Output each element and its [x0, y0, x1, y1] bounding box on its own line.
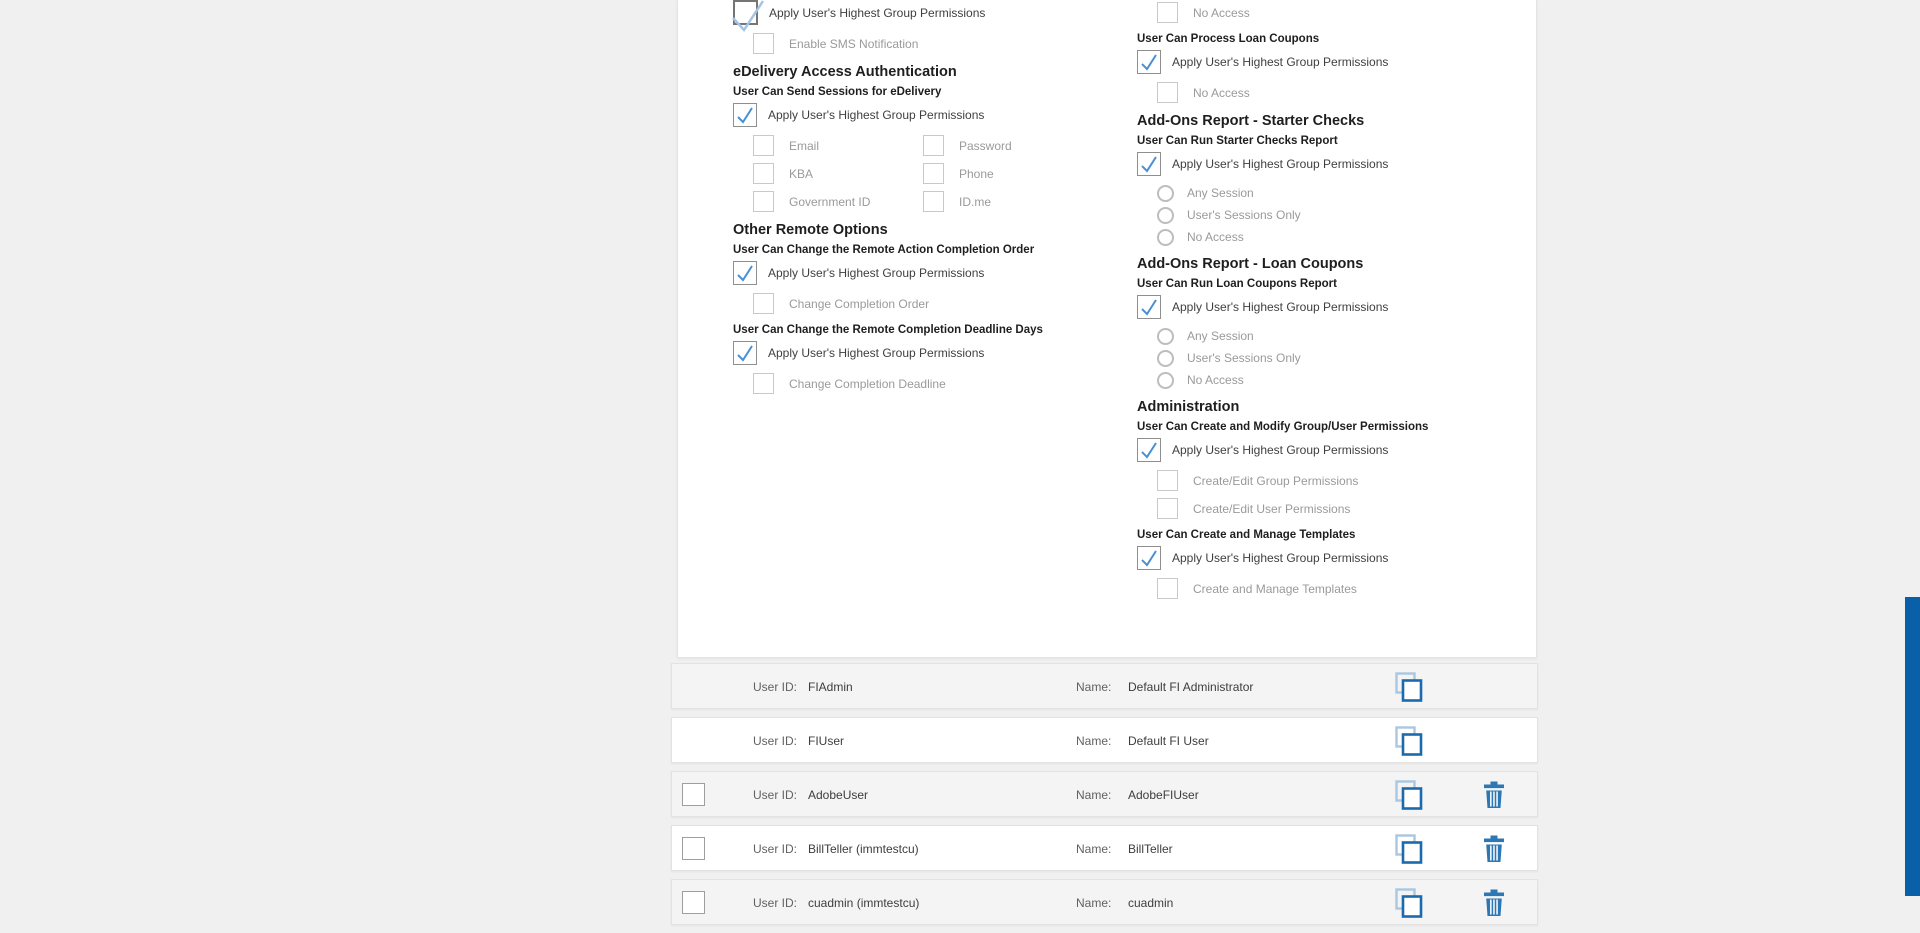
- copy-icon: [1395, 834, 1423, 864]
- change-completion-deadline-checkbox[interactable]: [753, 373, 774, 394]
- user-id-label: User ID:: [753, 842, 798, 856]
- name-value: BillTeller: [1128, 842, 1173, 856]
- apply-highest-group-checkbox[interactable]: [1137, 438, 1161, 462]
- checkbox-label: Apply User's Highest Group Permissions: [1172, 551, 1389, 565]
- row-select-checkbox[interactable]: [682, 783, 705, 806]
- name-value: cuadmin: [1128, 896, 1174, 910]
- option-row: [753, 191, 923, 212]
- permissions-right-column: [1137, 2, 1532, 606]
- radio-row: [1157, 349, 1532, 367]
- no-access-checkbox[interactable]: [1157, 2, 1178, 23]
- copy-user-button[interactable]: [1393, 780, 1425, 812]
- checkbox-label: Enable SMS Notification: [789, 36, 919, 51]
- phone-checkbox[interactable]: [923, 163, 944, 184]
- permission-subheading: User Can Create and Manage Templates: [1137, 529, 1356, 541]
- copy-icon: [1395, 888, 1423, 918]
- radio-row: [1157, 371, 1532, 389]
- checkbox-label: Apply User's Highest Group Permissions: [769, 5, 986, 20]
- users-sessions-only-radio[interactable]: [1157, 207, 1174, 224]
- user-id-value: cuadmin (immtestcu): [808, 896, 920, 910]
- radio-label: User's Sessions Only: [1187, 351, 1301, 365]
- user-row: [671, 771, 1538, 817]
- checkbox-label: Change Completion Deadline: [789, 376, 946, 391]
- apply-permission-row: [1137, 546, 1532, 570]
- user-id-label: User ID:: [753, 896, 798, 910]
- password-checkbox[interactable]: [923, 135, 944, 156]
- checkbox-label: Password: [959, 138, 1012, 153]
- apply-permission-row: [1137, 438, 1532, 462]
- permission-subheading: User Can Change the Remote Completion Deadline Days: [733, 324, 1043, 336]
- trash-icon: [1482, 835, 1506, 863]
- copy-icon: [1395, 672, 1423, 702]
- checkbox-label: No Access: [1193, 5, 1250, 20]
- radio-label: Any Session: [1187, 329, 1254, 343]
- user-id-label: User ID:: [753, 788, 798, 802]
- checkmark-icon: [1138, 439, 1160, 461]
- radio-row: [1157, 228, 1532, 246]
- permissions-left-column: [733, 0, 1128, 401]
- child-permission-row: [753, 373, 1128, 394]
- section-heading: Add-Ons Report - Starter Checks: [1137, 113, 1365, 129]
- radio-row: [1157, 327, 1532, 345]
- checkmark-icon: [734, 342, 756, 364]
- copy-user-button[interactable]: [1393, 834, 1425, 866]
- checkmark-icon: [1138, 51, 1160, 73]
- checkbox-label: Create/Edit Group Permissions: [1193, 473, 1359, 488]
- name-value: Default FI Administrator: [1128, 680, 1254, 694]
- copy-icon: [1395, 726, 1423, 756]
- permission-subheading: User Can Process Loan Coupons: [1137, 33, 1320, 45]
- checkmark-icon: [734, 262, 756, 284]
- delete-user-button[interactable]: [1478, 888, 1510, 920]
- apply-highest-group-checkbox[interactable]: [1137, 546, 1161, 570]
- checkbox-label: Apply User's Highest Group Permissions: [1172, 157, 1389, 171]
- no-access-radio[interactable]: [1157, 229, 1174, 246]
- checkbox-label: Government ID: [789, 194, 871, 209]
- option-row: [753, 135, 923, 156]
- radio-label: Any Session: [1187, 186, 1254, 200]
- section-heading: Add-Ons Report - Loan Coupons: [1137, 256, 1364, 272]
- row-select-checkbox[interactable]: [682, 837, 705, 860]
- child-permission-row: [753, 33, 1128, 54]
- copy-user-button[interactable]: [1393, 726, 1425, 758]
- checkbox-label: Apply User's Highest Group Permissions: [1172, 443, 1389, 457]
- change-completion-order-checkbox[interactable]: [753, 293, 774, 314]
- checkbox-label: Apply User's Highest Group Permissions: [768, 266, 985, 280]
- trash-icon: [1482, 781, 1506, 809]
- apply-permission-row: [733, 341, 1128, 365]
- user-id-value: BillTeller (immtestcu): [808, 842, 919, 856]
- option-row: [923, 163, 1128, 184]
- child-permission-row: [1157, 578, 1532, 599]
- radio-label: No Access: [1187, 373, 1244, 387]
- email-checkbox[interactable]: [753, 135, 774, 156]
- trash-icon: [1482, 889, 1506, 917]
- checkbox-label: No Access: [1193, 85, 1250, 100]
- apply-highest-group-checkbox[interactable]: [1137, 295, 1161, 319]
- permission-subheading: User Can Create and Modify Group/User Permissions: [1137, 421, 1429, 433]
- user-row: [671, 879, 1538, 925]
- radio-row: [1157, 184, 1532, 202]
- delete-user-button[interactable]: [1478, 834, 1510, 866]
- apply-permission-row: [1137, 152, 1532, 176]
- permission-subheading: User Can Change the Remote Action Completion Order: [733, 244, 1035, 256]
- any-session-radio[interactable]: [1157, 185, 1174, 202]
- delete-user-button[interactable]: [1478, 780, 1510, 812]
- checkmark-icon: [1138, 296, 1160, 318]
- user-row: [671, 717, 1538, 763]
- apply-highest-group-checkbox[interactable]: [733, 341, 757, 365]
- create-and-manage-templates-checkbox[interactable]: [1157, 578, 1178, 599]
- option-row: [753, 163, 923, 184]
- copy-icon: [1395, 780, 1423, 810]
- checkbox-label: KBA: [789, 166, 814, 181]
- child-permission-row: [1157, 2, 1532, 23]
- apply-highest-group-checkbox[interactable]: [733, 261, 757, 285]
- radio-row: [1157, 206, 1532, 224]
- checkbox-label: Apply User's Highest Group Permissions: [1172, 300, 1389, 314]
- checkbox-label: Apply User's Highest Group Permissions: [1172, 55, 1389, 69]
- name-label: Name:: [1076, 842, 1112, 856]
- scrollbar-thumb[interactable]: [1905, 597, 1920, 896]
- name-label: Name:: [1076, 788, 1112, 802]
- name-label: Name:: [1076, 896, 1112, 910]
- checkbox-label: Change Completion Order: [789, 296, 930, 311]
- name-value: Default FI User: [1128, 734, 1209, 748]
- user-id-label: User ID:: [753, 680, 798, 694]
- kba-checkbox[interactable]: [753, 163, 774, 184]
- apply-permission-row: [733, 103, 1128, 127]
- user-list: [671, 663, 1538, 933]
- user-id-value: AdobeUser: [808, 788, 869, 802]
- any-session-radio[interactable]: [1157, 328, 1174, 345]
- no-access-radio[interactable]: [1157, 372, 1174, 389]
- user-id-label: User ID:: [753, 734, 798, 748]
- copy-user-button[interactable]: [1393, 888, 1425, 920]
- section-heading: Other Remote Options: [733, 222, 888, 238]
- apply-permission-row: [1137, 295, 1532, 319]
- user-row: [671, 825, 1538, 871]
- section-heading: Administration: [1137, 399, 1240, 415]
- section-heading: eDelivery Access Authentication: [733, 64, 957, 80]
- child-permission-row: [1157, 82, 1532, 103]
- name-label: Name:: [1076, 734, 1112, 748]
- checkbox-label: Create/Edit User Permissions: [1193, 501, 1351, 516]
- checkbox-label: Create and Manage Templates: [1193, 581, 1357, 596]
- idme-checkbox[interactable]: [923, 191, 944, 212]
- users-sessions-only-radio[interactable]: [1157, 350, 1174, 367]
- apply-permission-row: [733, 0, 1128, 25]
- radio-label: User's Sessions Only: [1187, 208, 1301, 222]
- checkbox-label: ID.me: [959, 194, 992, 209]
- permissions-panel: [677, 0, 1537, 658]
- permission-subheading: User Can Run Starter Checks Report: [1137, 135, 1338, 147]
- government-id-checkbox[interactable]: [753, 191, 774, 212]
- child-permission-row: [1157, 470, 1532, 491]
- checkbox-label: Apply User's Highest Group Permissions: [768, 108, 985, 122]
- radio-label: No Access: [1187, 230, 1244, 244]
- option-row: [923, 135, 1128, 156]
- create-edit-group-permissions-checkbox[interactable]: [1157, 470, 1178, 491]
- edelivery-options-grid: [753, 135, 1128, 212]
- checkmark-icon: [1138, 547, 1160, 569]
- apply-highest-group-checkbox[interactable]: [733, 0, 758, 25]
- apply-highest-group-checkbox[interactable]: [733, 103, 757, 127]
- child-permission-row: [1157, 498, 1532, 519]
- permission-subheading: User Can Run Loan Coupons Report: [1137, 278, 1337, 290]
- apply-highest-group-checkbox[interactable]: [1137, 50, 1161, 74]
- user-row: [671, 663, 1538, 709]
- copy-user-button[interactable]: [1393, 672, 1425, 704]
- checkmark-icon: [734, 104, 756, 126]
- checkbox-label: Apply User's Highest Group Permissions: [768, 346, 985, 360]
- no-access-checkbox[interactable]: [1157, 82, 1178, 103]
- enable-sms-checkbox[interactable]: [753, 33, 774, 54]
- name-value: AdobeFIUser: [1128, 788, 1199, 802]
- child-permission-row: [753, 293, 1128, 314]
- user-id-value: FIUser: [808, 734, 844, 748]
- permission-subheading: User Can Send Sessions for eDelivery: [733, 86, 942, 98]
- user-id-value: FIAdmin: [808, 680, 853, 694]
- apply-highest-group-checkbox[interactable]: [1137, 152, 1161, 176]
- checkbox-label: Phone: [959, 166, 994, 181]
- option-row: [923, 191, 1128, 212]
- row-select-checkbox[interactable]: [682, 891, 705, 914]
- apply-permission-row: [1137, 50, 1532, 74]
- checkmark-icon: [1138, 153, 1160, 175]
- create-edit-user-permissions-checkbox[interactable]: [1157, 498, 1178, 519]
- name-label: Name:: [1076, 680, 1112, 694]
- checkbox-label: Email: [789, 138, 820, 153]
- apply-permission-row: [733, 261, 1128, 285]
